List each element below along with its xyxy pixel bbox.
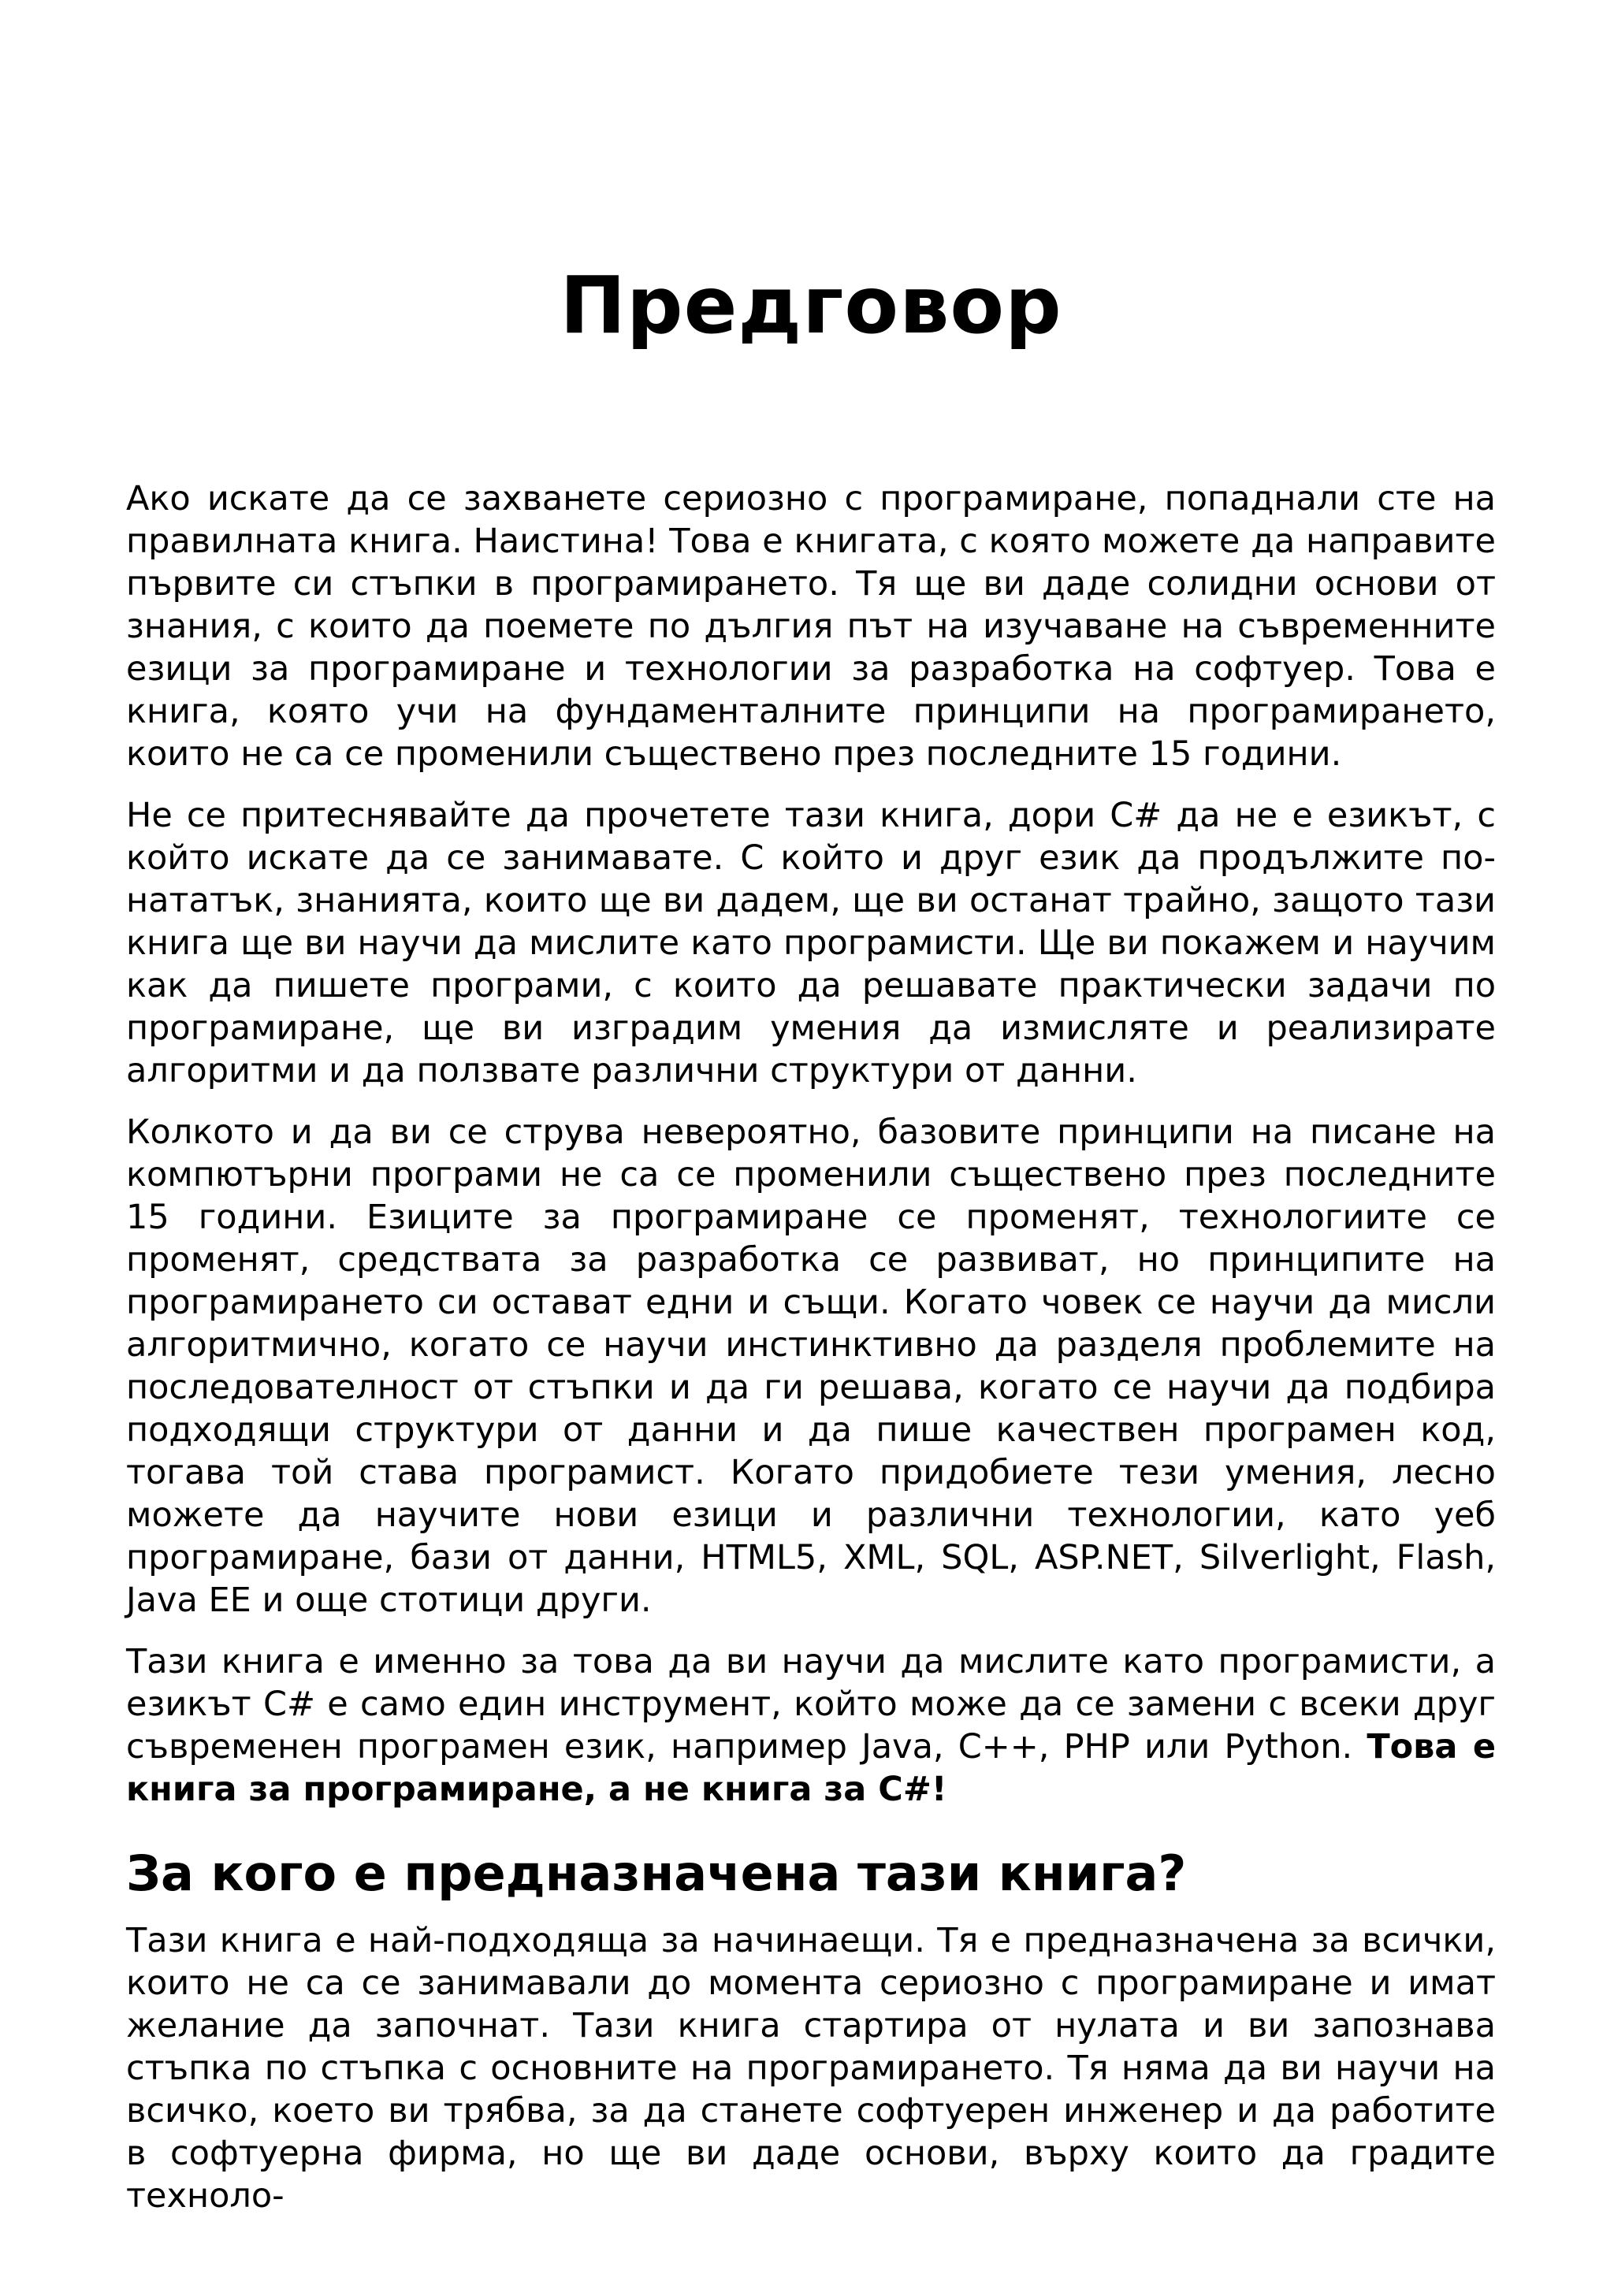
paragraph-4 bbox=[126, 1640, 1496, 1811]
section-heading: За кого е предназначена тази книга? bbox=[126, 1845, 1187, 1902]
paragraph-4-bold: Това е книга за програмиране, а не книга за C#! bbox=[126, 1727, 1497, 1809]
paragraph-1: Ако искате да се захванете сериозно с програмиране, попаднали сте на правилната книга. Наистина! Това е книгата, с която можете да направите първите си стъпки в програмирането. Тя ще ви даде солидни основи от знания, с които да поемете по дългия път на изучаване на съвременните езици за програмиране и технологии за разработка на софтуер. Това е книга, която учи на фундаменталните принципи на програмирането, които не са се променили съществено през последните 15 години. bbox=[126, 479, 1496, 774]
paragraph-4-text: Тази книга е именно за това да ви научи да мислите като програмисти, а езикът C# е само един инструмент, който може да се замени с всеки друг съвременен програмен език, например Java, C++, PHP или Python. bbox=[126, 1642, 1496, 1767]
body-text bbox=[126, 477, 1496, 2236]
paragraph-3: Колкото и да ви се струва невероятно, базовите принципи на писане на компютърни програми не са се променили съществено през последните 15 години. Езиците за програмиране се променят, технологиите се променят, средствата за разработка се развиват, но принципите на програмирането си остават едни и същи. Когато човек се научи да мисли алгоритмично, когато се научи инстинктивно да разделя проблемите на последователност от стъпки и да ги решава, когато се научи да подбира подходящи структури от данни и да пише качествен програмен код, тогава той става програмист. Когато придобиете тези умения, лесно можете да научите нови езици и различни технологии, като уеб програмиране, бази от данни, HTML5, XML, SQL, ASP.NET, Silverlight, Flash, Java EE и още стотици други. bbox=[126, 1113, 1496, 1620]
paragraph-2: Не се притеснявайте да прочетете тази книга, дори C# да не е езикът, с който искате да се занимавате. С който и друг език да продължите по-нататък, знанията, които ще ви дадем, ще ви останат трайно, защото тази книга ще ви научи да мислите като програмисти. Ще ви покажем и научим как да пишете програми, с които да решавате практически задачи по програмиране, ще ви изградим умения да измисляте и реализирате алгоритми и да ползвате различни структури от данни. bbox=[126, 796, 1496, 1090]
page-title: Предговор bbox=[560, 259, 1062, 351]
section-paragraph: Тази книга е най-подходяща за начинаещи. Тя е предназначена за всички, които не са се занимавали до момента сериозно с програмиране и имат желание да започнат. Тази книга стартира от нулата и ви запознава стъпка по стъпка с основните на програмирането. Тя няма да ви научи на всичко, което ви трябва, за да станете софтуерен инженер и да работите в софтуерна фирма, но ще ви даде основи, върху които да градите техноло- bbox=[126, 1921, 1496, 2216]
